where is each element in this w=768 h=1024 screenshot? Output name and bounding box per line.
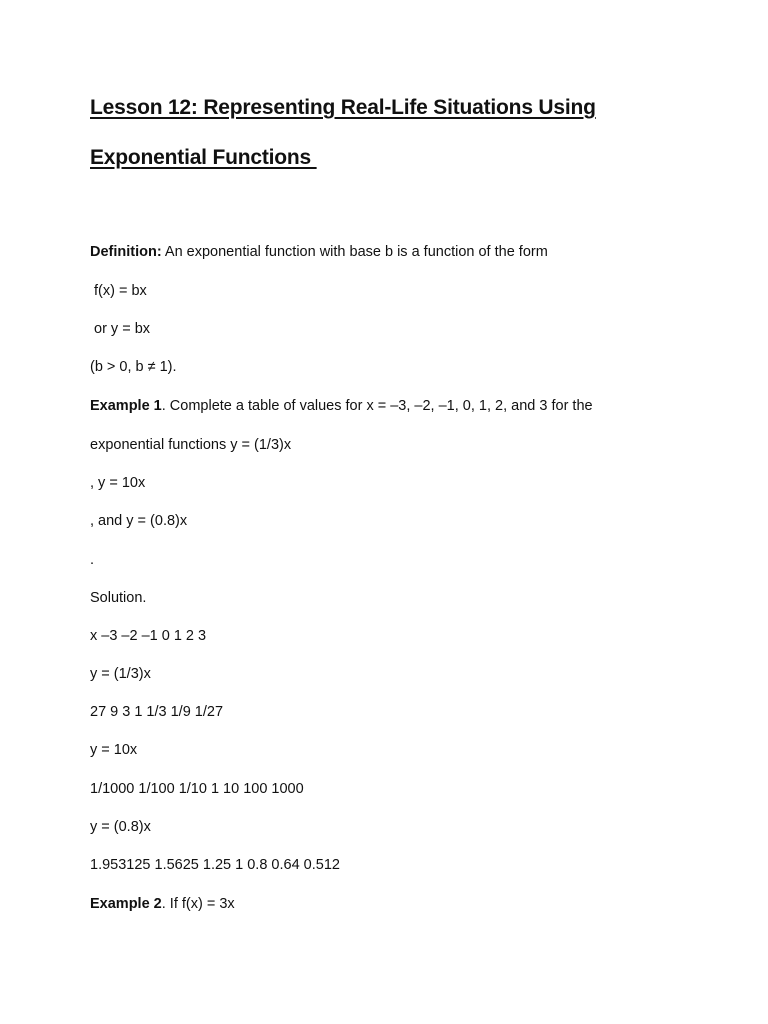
example-2-paragraph: [90, 895, 235, 913]
solution-function-3-values: 1.953125 1.5625 1.25 1 0.8 0.64 0.512: [90, 857, 340, 873]
example-1-text: . Complete a table of values for x = –3, –2, –1, 0, 1, 2, and 3 for the: [161, 398, 593, 414]
lesson-title-line-2: Exponential Functions: [90, 146, 317, 169]
solution-function-2-values: 1/1000 1/100 1/10 1 10 100 1000: [90, 781, 304, 797]
definition-label: Definition:: [90, 244, 162, 260]
definition-formula-2: or y = bx: [94, 321, 151, 337]
solution-x-row: x –3 –2 –1 0 1 2 3: [90, 628, 207, 644]
example-1-line-2: exponential functions y = (1/3)x: [90, 437, 292, 453]
definition-formula-1: f(x) = bx: [94, 283, 147, 299]
definition-paragraph: [90, 243, 548, 261]
solution-label: Solution.: [90, 590, 147, 606]
example-1-label: Example 1: [90, 398, 162, 414]
example-1-line-4: , and y = (0.8)x: [90, 513, 188, 529]
solution-function-2-label: y = 10x: [90, 742, 138, 758]
lesson-title-line-1: Lesson 12: Representing Real-Life Situations Using: [90, 96, 596, 119]
definition-text: An exponential function with base b is a function of the form: [161, 244, 548, 260]
example-2-text: . If f(x) = 3x: [161, 896, 235, 912]
solution-function-1-label: y = (1/3)x: [90, 666, 151, 682]
example-1-line-5: .: [90, 552, 95, 568]
example-2-label: Example 2: [90, 896, 162, 912]
solution-function-1-values: 27 9 3 1 1/3 1/9 1/27: [90, 704, 224, 720]
example-1-paragraph: [90, 397, 593, 415]
example-1-line-3: , y = 10x: [90, 475, 146, 491]
solution-function-3-label: y = (0.8)x: [90, 819, 151, 835]
definition-condition: (b > 0, b ≠ 1).: [90, 359, 177, 375]
